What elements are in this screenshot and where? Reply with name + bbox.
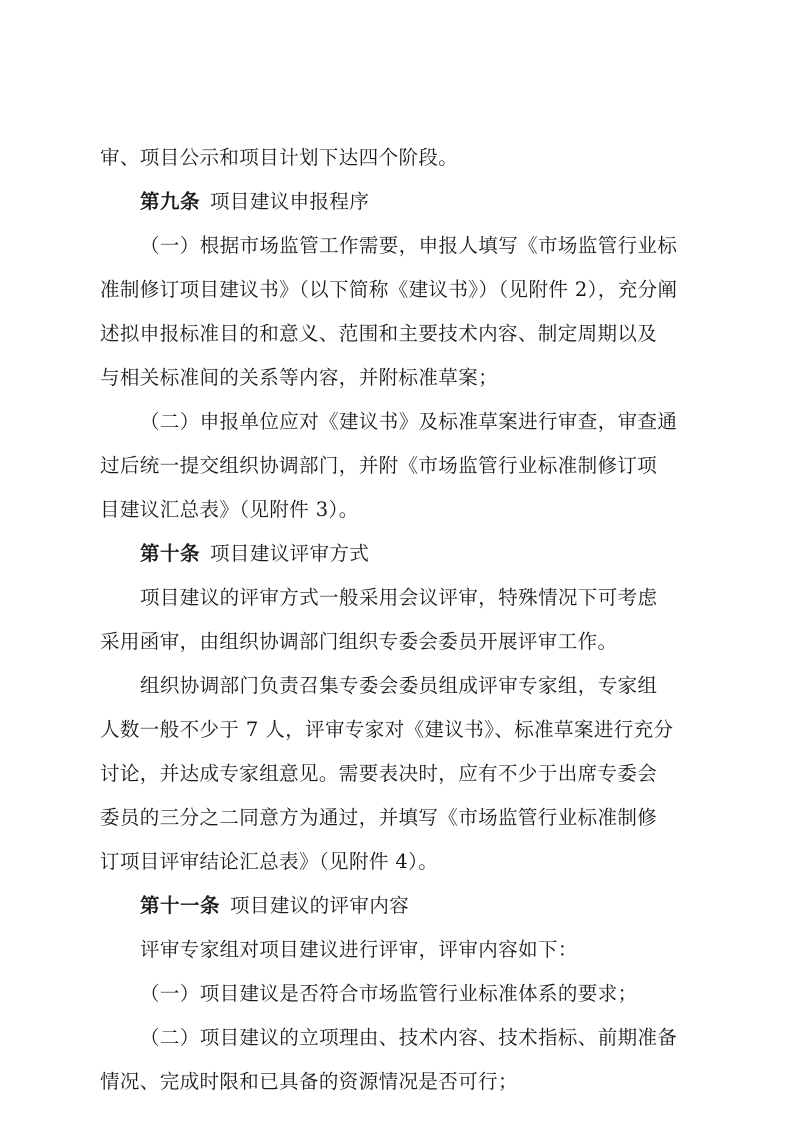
paragraph-line: 准制修订项目建议书》（以下简称《建议书》）（见附件 2），充分阐	[100, 278, 678, 301]
paragraph-line: 人数一般不少于 7 人，评审专家对《建议书》、标准草案进行充分	[100, 718, 674, 741]
article-label: 第九条	[140, 190, 201, 213]
paragraph-line: 过后统一提交组织协调部门，并附《市场监管行业标准制修订项	[100, 454, 658, 477]
article-title: 项目建议申报程序	[210, 190, 370, 213]
article-heading-11	[140, 888, 700, 924]
paragraph-line: 订项目评审结论汇总表》（见附件 4）。	[100, 850, 439, 873]
paragraph-line: 委员的三分之二同意方为通过，并填写《市场监管行业标准制修	[100, 806, 658, 829]
article-title: 项目建议的评审内容	[230, 894, 410, 917]
paragraph-line: （一）根据市场监管工作需要，申报人填写《市场监管行业标	[140, 234, 678, 257]
paragraph-line: 组织协调部门负责召集专委会委员组成评审专家组，专家组	[140, 674, 658, 697]
paragraph-line: 述拟申报标准目的和意义、范围和主要技术内容、制定周期以及	[100, 322, 658, 345]
paragraph-line: 讨论，并达成专家组意见。需要表决时，应有不少于出席专委会	[100, 762, 658, 785]
paragraph-line: （一）项目建议是否符合市场监管行业标准体系的要求；	[140, 982, 638, 1005]
paragraph-line: 情况、完成时限和已具备的资源情况是否可行；	[100, 1070, 518, 1093]
paragraph-line: 目建议汇总表》（见附件 3）。	[100, 498, 359, 521]
paragraph-line: 评审专家组对项目建议进行评审，评审内容如下：	[140, 938, 578, 961]
paragraph-line: （二）项目建议的立项理由、技术内容、技术指标、前期准备	[140, 1026, 678, 1049]
paragraph-line: 项目建议的评审方式一般采用会议评审，特殊情况下可考虑	[140, 586, 658, 609]
paragraph-line: 审、项目公示和项目计划下达四个阶段。	[100, 146, 459, 169]
article-label: 第十条	[140, 542, 201, 565]
paragraph-line: （二）申报单位应对《建议书》及标准草案进行审查，审查通	[140, 410, 678, 433]
paragraph-line: 采用函审，由组织协调部门组织专委会委员开展评审工作。	[100, 630, 618, 653]
article-heading-10	[140, 536, 700, 572]
article-title: 项目建议评审方式	[210, 542, 370, 565]
article-heading-9	[140, 184, 700, 220]
paragraph-line: 与相关标准间的关系等内容，并附标准草案；	[100, 366, 499, 389]
article-label: 第十一条	[140, 894, 221, 917]
